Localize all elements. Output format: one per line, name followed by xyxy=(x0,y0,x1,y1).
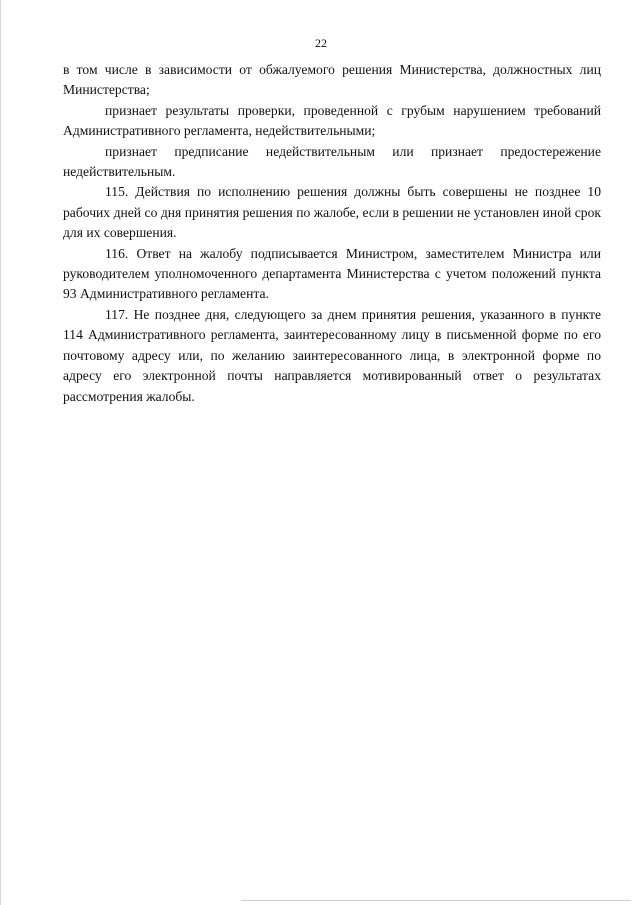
paragraph-invalid-inspection: признает результаты проверки, проведенной с грубым нарушением требований Административного регламента, недействительными; xyxy=(63,102,601,139)
page-number: 22 xyxy=(315,36,327,50)
paragraph-117: 117. Не позднее дня, следующего за днем принятия решения, указанного в пункте 114 Административного регламента, заинтересованному лицу в письменной форме по его почтовому адресу или, по желанию заинтересованного лица, в электронной форме по адресу его электронной почты направляется мотивированный ответ о результатах рассмотрения жалобы. xyxy=(63,306,601,404)
paragraph-continuation: в том числе в зависимости от обжалуемого решения Министерства, должностных лиц Министерства; xyxy=(63,62,601,98)
paragraph-invalid-order: признает предписание недействительным или признает предостережение недействительным. xyxy=(63,143,601,180)
document-body xyxy=(63,60,601,407)
paragraph-116: 116. Ответ на жалобу подписывается Министром, заместителем Министра или руководителем уполномоченного департамента Министерства с учетом положений пункта 93 Административного регламента. xyxy=(63,245,601,302)
paragraph-115: 115. Действия по исполнению решения должны быть совершены не позднее 10 рабочих дней со дня принятия решения по жалобе, если в решении не установлен иной срок для их совершения. xyxy=(63,184,601,241)
scan-edge-line xyxy=(241,900,631,901)
